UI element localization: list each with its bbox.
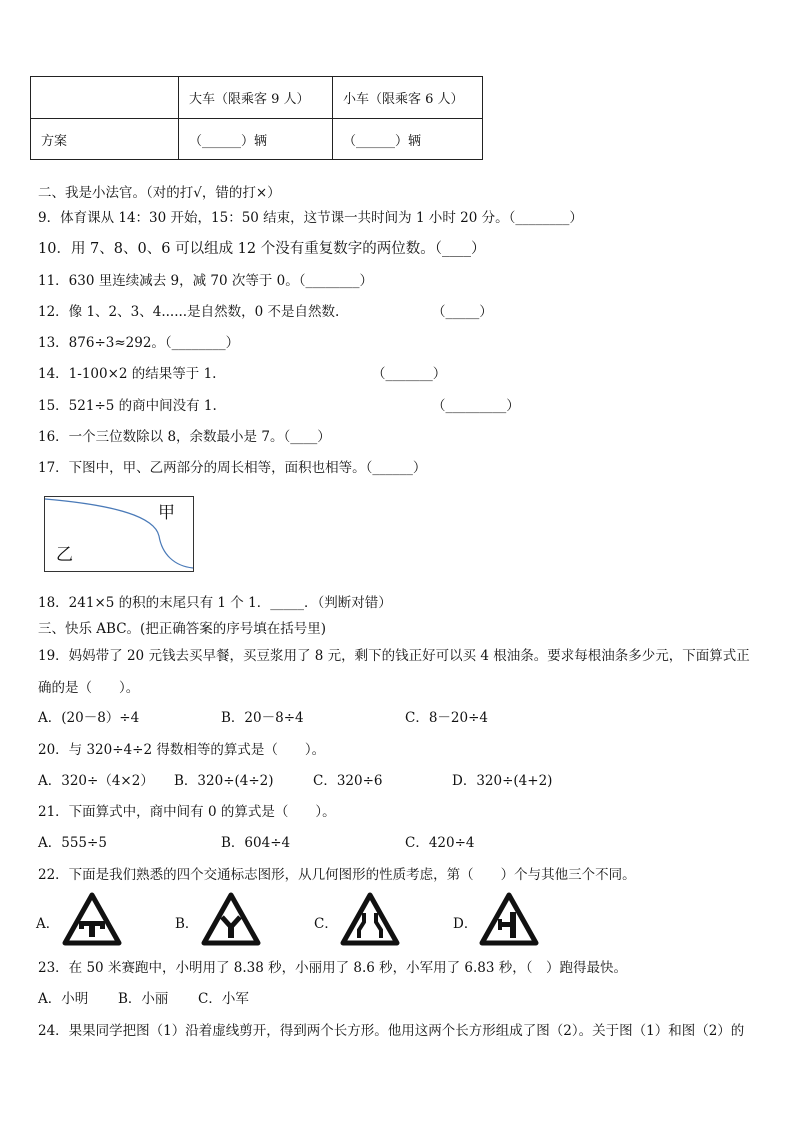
- question-17: 17．下图中，甲、乙两部分的周长相等，面积也相等。（______）: [38, 460, 427, 476]
- question-16: 16．一个三位数除以 8，余数最小是 7。（____）: [38, 429, 331, 445]
- q20-option-a: A．320÷（4×2）: [38, 773, 154, 789]
- figure-17: [44, 496, 194, 572]
- road-narrows-sign-icon: [340, 892, 400, 946]
- table-cell-small-car: （______）辆: [333, 119, 483, 160]
- q20-option-c: C．320÷6: [313, 773, 383, 789]
- q20-option-d: D．320÷(4+2): [452, 773, 553, 789]
- table-header-small-car: 小车（限乘客 6 人）: [333, 77, 483, 119]
- q20-option-b: B．320÷(4÷2): [174, 773, 274, 789]
- q23-option-a: A．小明: [38, 991, 89, 1007]
- section-3-title: 三、快乐 ABC。(把正确答案的序号填在括号里): [38, 621, 327, 637]
- q21-option-c: C．420÷4: [405, 835, 475, 851]
- question-19-line1: 19．妈妈带了 20 元钱去买早餐，买豆浆用了 8 元，剩下的钱正好可以买 4 根油条。要求每根油条多少元，下面算式正: [38, 648, 750, 664]
- question-14-blank: （_______）: [372, 366, 447, 382]
- t-junction-sign-icon: [62, 892, 122, 946]
- q23-option-b: B．小丽: [118, 991, 169, 1007]
- table-cell-big-car: （______）辆: [179, 119, 333, 160]
- question-24-line1: 24．果果同学把图（1）沿着虚线剪开，得到两个长方形。他用这两个长方形组成了图（2）。关于图（1）和图（2）的: [38, 1023, 745, 1039]
- section-2-title: 二、我是小法官。（对的打√，错的打×）: [38, 185, 281, 201]
- q19-option-c: C．8－20÷4: [405, 710, 488, 726]
- q21-option-a: A．555÷5: [38, 835, 107, 851]
- question-15-blank: （_________）: [432, 398, 520, 414]
- question-19-line2: 确的是（ ）。: [38, 680, 140, 696]
- question-20: 20．与 320÷4÷2 得数相等的算式是（ ）。: [38, 742, 326, 758]
- question-9: 9．体育课从 14：30 开始，15：50 结束，这节课一共时间为 1 小时 20 分。（________）: [38, 210, 583, 226]
- question-11: 11．630 里连续减去 9，减 70 次等于 0。（________）: [38, 273, 374, 289]
- q22-options: [36, 892, 596, 948]
- label-yi: 乙: [56, 545, 73, 565]
- question-13: 13．876÷3≈292。（________）: [38, 335, 240, 351]
- plan-table: [30, 76, 483, 160]
- q22-option-c-label: C．: [314, 916, 338, 932]
- question-23: 23．在 50 米赛跑中，小明用了 8.38 秒，小丽用了 8.6 秒，小军用了 6.83 秒，（ ）跑得最快。: [38, 960, 628, 976]
- label-jia: 甲: [158, 503, 175, 523]
- question-21: 21．下面算式中，商中间有 0 的算式是（ ）。: [38, 804, 336, 820]
- q22-option-a-label: A．: [36, 916, 60, 932]
- q22-option-d-label: D．: [453, 916, 478, 932]
- q23-option-c: C．小军: [198, 991, 249, 1007]
- question-18: 18．241×5 的积的末尾只有 1 个 1．_____．（判断对错）: [38, 595, 392, 611]
- question-14: 14．1-100×2 的结果等于 1.: [38, 366, 217, 382]
- question-22: 22．下面是我们熟悉的四个交通标志图形，从几何图形的性质考虑，第（ ）个与其他三个不同。: [38, 867, 636, 883]
- question-12: 12．像 1、2、3、4......是自然数，0 不是自然数.: [38, 304, 340, 320]
- table-header-empty: [31, 77, 179, 119]
- side-road-sign-icon: [479, 892, 539, 946]
- table-row-label: 方案: [31, 119, 179, 160]
- y-junction-sign-icon: [201, 892, 261, 946]
- table-header-big-car: 大车（限乘客 9 人）: [179, 77, 333, 119]
- q19-option-b: B．20－8÷4: [221, 710, 304, 726]
- q21-option-b: B．604÷4: [221, 835, 291, 851]
- q22-option-b-label: B．: [175, 916, 199, 932]
- question-15: 15．521÷5 的商中间没有 1.: [38, 398, 217, 414]
- question-10: 10．用 7、8、0、6 可以组成 12 个没有重复数字的两位数。（____）: [38, 241, 486, 257]
- q19-option-a: A．(20－8）÷4: [38, 710, 140, 726]
- question-12-blank: （_____）: [432, 304, 493, 320]
